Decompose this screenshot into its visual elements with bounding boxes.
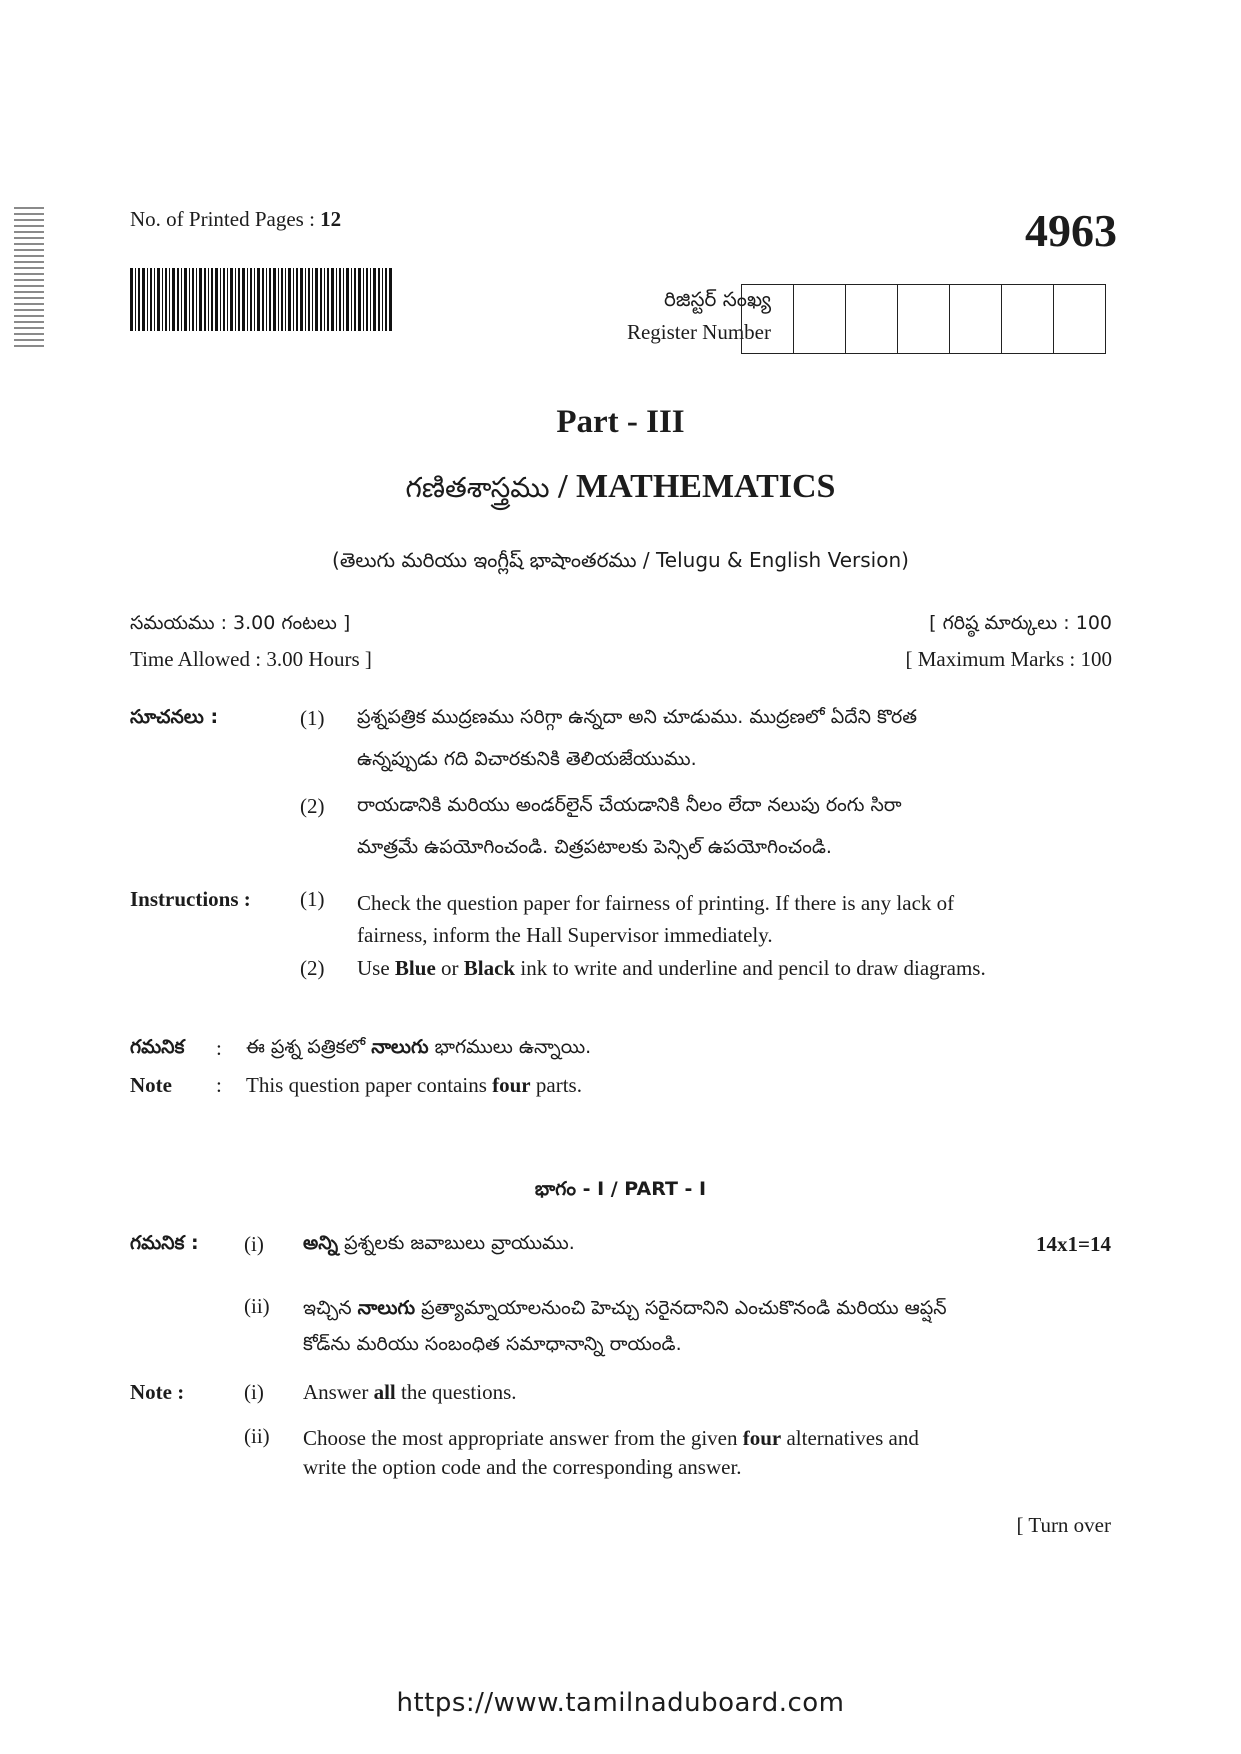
instructions-item-2-black: Black <box>463 956 516 980</box>
suchanalu-item-2-line1: రాయడానికి మరియు అండర్‌లైన్ చేయడానికి నీలం లేదా నలుపు రంగు సిరా <box>357 794 902 816</box>
register-digit-box[interactable] <box>898 285 950 353</box>
part-one-en-item-2 <box>303 1424 1093 1482</box>
instructions-item-2 <box>357 956 1127 981</box>
part-one-te-item-1-bold: అన్ని <box>303 1232 339 1254</box>
part-one-te-item-1 <box>303 1232 575 1259</box>
part-one-en-item-1-bold: all <box>373 1380 396 1404</box>
part-title: Part - III <box>556 404 685 440</box>
suchanalu-item-1 <box>357 700 1117 776</box>
part-one-marks: 14x1=14 <box>1036 1232 1111 1256</box>
part-one-en-item-2-pre: Choose the most appropriate answer from the given <box>303 1426 743 1450</box>
register-digit-box[interactable] <box>794 285 846 353</box>
subject-title-separator: / <box>549 468 577 505</box>
part-one-te-item-2-bold: నాలుగు <box>357 1297 416 1319</box>
time-marks-telugu <box>130 612 1112 639</box>
part-one-note-telugu-label: గమనిక : <box>130 1232 199 1254</box>
printed-pages-label: No. of Printed Pages : <box>130 207 315 231</box>
part-one-note-english-label: Note : <box>130 1380 185 1404</box>
note-english-text-bold: four <box>492 1073 531 1097</box>
suchanalu-num-2: (2) <box>300 794 325 818</box>
instructions-item-1-line1: Check the question paper for fairness of printing. If there is any lack of <box>357 891 955 915</box>
part-one-en-item-1-post: the questions. <box>395 1380 517 1404</box>
note-english-text-pre: This question paper contains <box>246 1073 493 1097</box>
suchanalu-num-1: (1) <box>300 706 325 730</box>
note-telugu-text <box>246 1036 591 1063</box>
suchanalu-item-2-line2: మాత్రమే ఉపయోగించండి. చిత్రపటాలకు పెన్సిల్ ఉపయోగించండి. <box>357 836 832 858</box>
note-english-label: Note <box>130 1073 172 1097</box>
instructions-item-1 <box>357 887 1117 951</box>
part-one-te-item-2 <box>303 1290 1063 1362</box>
register-digit-box[interactable] <box>742 285 794 353</box>
footer-url-link[interactable]: https://www.tamilnaduboard.com <box>396 1688 845 1718</box>
note-english-colon: : <box>216 1073 222 1097</box>
suchanalu-item-1-line2: ఉన్నప్పుడు గది విచారకునికి తెలియజేయుము. <box>357 748 697 770</box>
note-telugu-text-bold: నాలుగు <box>371 1036 429 1058</box>
part-one-te-num-1: (i) <box>244 1232 264 1256</box>
register-digit-box[interactable] <box>950 285 1002 353</box>
instructions-item-1-line2: fairness, inform the Hall Supervisor immediately. <box>357 923 773 947</box>
printed-pages-value: 12 <box>320 207 342 231</box>
part-one-en-item-1 <box>303 1380 517 1405</box>
instructions-label: Instructions : <box>130 887 251 911</box>
instructions-item-2-pre: Use <box>357 956 395 980</box>
suchanalu-label: సూచనలు : <box>130 706 219 728</box>
part-one-te-item-2-line2: కోడ్‌ను మరియు సంబంధిత సమాధానాన్ని రాయండి. <box>303 1333 682 1355</box>
time-telugu: సమయము : 3.00 గంటలు ] <box>130 612 351 634</box>
version-line: (తెలుగు మరియు ఇంగ్లీష్ భాషాంతరము / Telugu & English Version) <box>332 548 909 572</box>
instructions-item-2-mid: or <box>435 956 464 980</box>
note-telugu-text-pre: ఈ ప్రశ్న పత్రికలో <box>246 1036 372 1058</box>
part-one-en-item-1-pre: Answer <box>303 1380 374 1404</box>
note-english-text <box>246 1073 582 1098</box>
part-one-en-item-2-line2: write the option code and the corresponding answer. <box>303 1455 742 1479</box>
note-telugu-colon: : <box>216 1036 222 1060</box>
subject-title-english: MATHEMATICS <box>576 468 836 505</box>
part-one-te-item-2-line1 <box>303 1290 1063 1326</box>
marks-telugu: [ గరిష్ఠ మార్కులు : 100 <box>929 612 1112 634</box>
subject-title <box>0 468 1241 511</box>
register-number-boxes[interactable] <box>741 284 1106 354</box>
suchanalu-item-1-line1: ప్రశ్నపత్రిక ముద్రణము సరిగ్గా ఉన్నదా అని చూడుము. ముద్రణలో ఏదేని కొరత <box>357 706 918 728</box>
printed-pages <box>130 207 341 232</box>
register-label-telugu: రిజిస్టర్ సంఖ్య <box>664 287 771 311</box>
part-one-te-item-2-pre: ఇచ్చిన <box>303 1297 358 1319</box>
instructions-num-2: (2) <box>300 956 325 980</box>
turn-over: [ Turn over <box>1016 1513 1111 1537</box>
part-one-en-item-2-rest: alternatives and <box>781 1426 919 1450</box>
part-one-en-item-2-bold: four <box>742 1426 782 1450</box>
part-one-en-item-2-line1 <box>303 1424 1093 1453</box>
part-one-en-num-2: (ii) <box>244 1424 270 1448</box>
part-one-heading: భాగం - I / PART - I <box>534 1178 707 1200</box>
register-label-english: Register Number <box>626 320 771 344</box>
instructions-num-1: (1) <box>300 887 325 911</box>
note-english-text-post: parts. <box>530 1073 582 1097</box>
register-digit-box[interactable] <box>1002 285 1054 353</box>
part-one-en-num-1: (i) <box>244 1380 264 1404</box>
page-edge-marks <box>14 206 44 352</box>
suchanalu-item-2 <box>357 788 1117 864</box>
note-telugu-label: గమనిక <box>130 1036 185 1058</box>
register-digit-box[interactable] <box>1054 285 1105 353</box>
part-one-te-item-2-rest: ప్రత్యామ్నాయాలనుంచి హెచ్చు సరైనదానిని ఎంచుకొనండి మరియు ఆప్షన్ <box>415 1297 947 1319</box>
paper-code: 4963 <box>1025 205 1117 256</box>
register-digit-box[interactable] <box>846 285 898 353</box>
instructions-item-2-post: ink to write and underline and pencil to draw diagrams. <box>515 956 986 980</box>
time-english: Time Allowed : 3.00 Hours ] <box>130 647 372 671</box>
part-one-te-num-2: (ii) <box>244 1294 270 1318</box>
note-telugu-text-post: భాగములు ఉన్నాయి. <box>428 1036 592 1058</box>
instructions-item-2-blue: Blue <box>394 956 436 980</box>
time-marks-english <box>130 647 1112 672</box>
part-one-te-item-1-text: ప్రశ్నలకు జవాబులు వ్రాయుము. <box>338 1232 575 1254</box>
barcode-image <box>130 268 392 331</box>
marks-english: [ Maximum Marks : 100 <box>905 647 1112 671</box>
subject-title-telugu: గణితశాస్త్రము <box>405 471 550 504</box>
